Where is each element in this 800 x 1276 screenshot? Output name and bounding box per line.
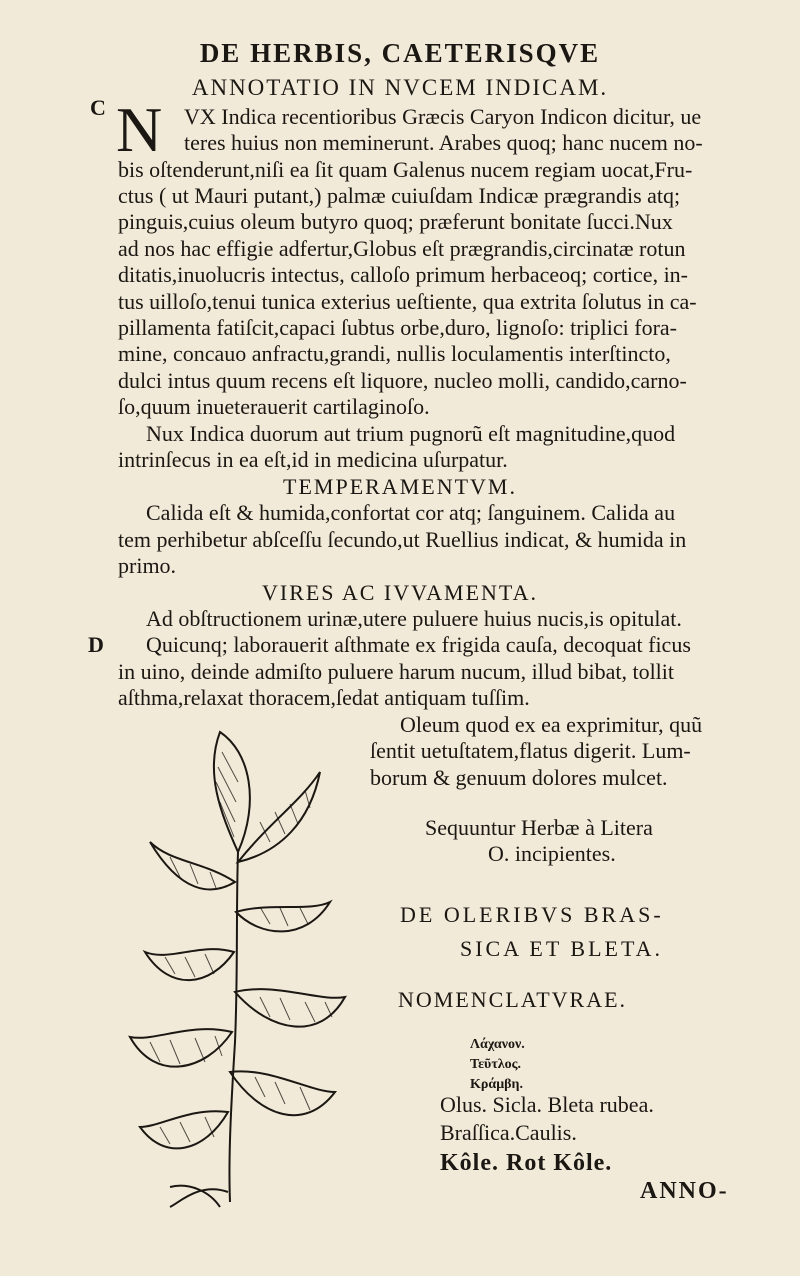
german-names: Kôle. Rot Kôle. <box>440 1150 613 1176</box>
temperamentum-line: tem perhibetur abſceſſu ſecundo,ut Ruellius indicat, & humida in <box>118 527 687 552</box>
vires-line: aſthma,relaxat thoracem,ſedat antiquam tuſſim. <box>118 685 530 710</box>
greek-name: Λάχανον. <box>470 1037 525 1052</box>
nomenclaturae-heading: NOMENCLATVRAE. <box>398 987 628 1012</box>
vires-line: Ad obſtructionem urinæ,utere puluere huius nucis,is opitulat. <box>146 606 682 631</box>
sequuntur-line: O. incipientes. <box>488 841 616 866</box>
oleum-line: Oleum quod ex ea exprimitur, quũ <box>400 712 703 737</box>
temperamentum-line: primo. <box>118 553 177 578</box>
intro-line: ditatis,inuolucris intectus, calloſo primum herbaceoq; cortice, in- <box>118 262 689 287</box>
margin-letter-d: D <box>88 632 104 657</box>
sequuntur-line: Sequuntur Herbæ à Litera <box>425 815 653 840</box>
oleum-line: ſentit uetuſtatem,flatus digerit. Lum- <box>370 738 691 763</box>
oleribus-heading: SICA ET BLETA. <box>460 936 664 961</box>
intro-line: bis oſtenderunt,niſi ea ſit quam Galenus nucem regiam uocat,Fru- <box>118 157 693 182</box>
intro-line: VX Indica recentioribus Græcis Caryon Indicon dicitur, ue <box>184 104 702 129</box>
oleribus-heading: DE OLERIBVS BRAS- <box>400 902 664 927</box>
annotation-title: ANNOTATIO IN NVCEM INDICAM. <box>191 75 609 100</box>
greek-name: Κράμβη. <box>470 1077 523 1092</box>
intro-line: tus uilloſo,tenui tunica exterius ueſtiente, qua extrita ſolutus in ca- <box>118 289 697 314</box>
running-header: DE HERBIS, CAETERISQVE <box>199 38 601 68</box>
vires-line: Quicunq; laborauerit aſthmate ex frigida cauſa, decoquat ficus <box>146 632 691 657</box>
temperamentum-heading: TEMPERAMENTVM. <box>283 474 517 499</box>
latin-names: Olus. Sicla. Bleta rubea. <box>440 1092 654 1117</box>
drop-cap: N <box>116 94 163 165</box>
greek-name: Τεῦτλος. <box>470 1057 522 1072</box>
intro-line: teres huius non meminerunt. Arabes quoq; hanc nucem no- <box>184 130 703 155</box>
intro-line: Nux Indica duorum aut trium pugnorũ eſt magnitudine,quod <box>146 421 676 446</box>
intro-line: mine, concauo anfractu,grandi, nullis loculamentis interſtincto, <box>118 341 671 366</box>
vires-heading: VIRES AC IVVAMENTA. <box>261 580 538 605</box>
intro-line: ad nos hac effigie adfertur,Globus eſt prægrandis,circinatæ rotun <box>118 236 686 261</box>
oleum-line: borum & genuum dolores mulcet. <box>370 765 668 790</box>
margin-letter-c: C <box>90 95 106 120</box>
latin-names: Braſſica.Caulis. <box>440 1120 577 1145</box>
intro-line: ſo,quum inueterauerit cartilaginoſo. <box>118 394 430 419</box>
intro-line: pinguis,cuius oleum butyro quoq; præferunt bonitate ſucci.Nux <box>118 209 673 234</box>
intro-line: dulci intus quum recens eſt liquore, nucleo molli, candido,carno- <box>118 368 687 393</box>
vires-line: in uino, deinde admiſto puluere harum nucum, illud bibat, tollit <box>118 659 675 684</box>
temperamentum-line: Calida eſt & humida,confortat cor atq; ſanguinem. Calida au <box>146 500 676 525</box>
intro-line: intrinſecus in ea eſt,id in medicina uſurpatur. <box>118 447 508 472</box>
intro-line: pillamenta fatiſcit,capaci ſubtus orbe,duro, lignoſo: triplici fora- <box>118 315 677 340</box>
catchword: ANNO- <box>640 1178 729 1204</box>
intro-line: ctus ( ut Mauri putant,) palmæ cuiuſdam Indicæ prægrandis atq; <box>118 183 681 208</box>
plant-woodcut-illustration <box>110 712 370 1212</box>
